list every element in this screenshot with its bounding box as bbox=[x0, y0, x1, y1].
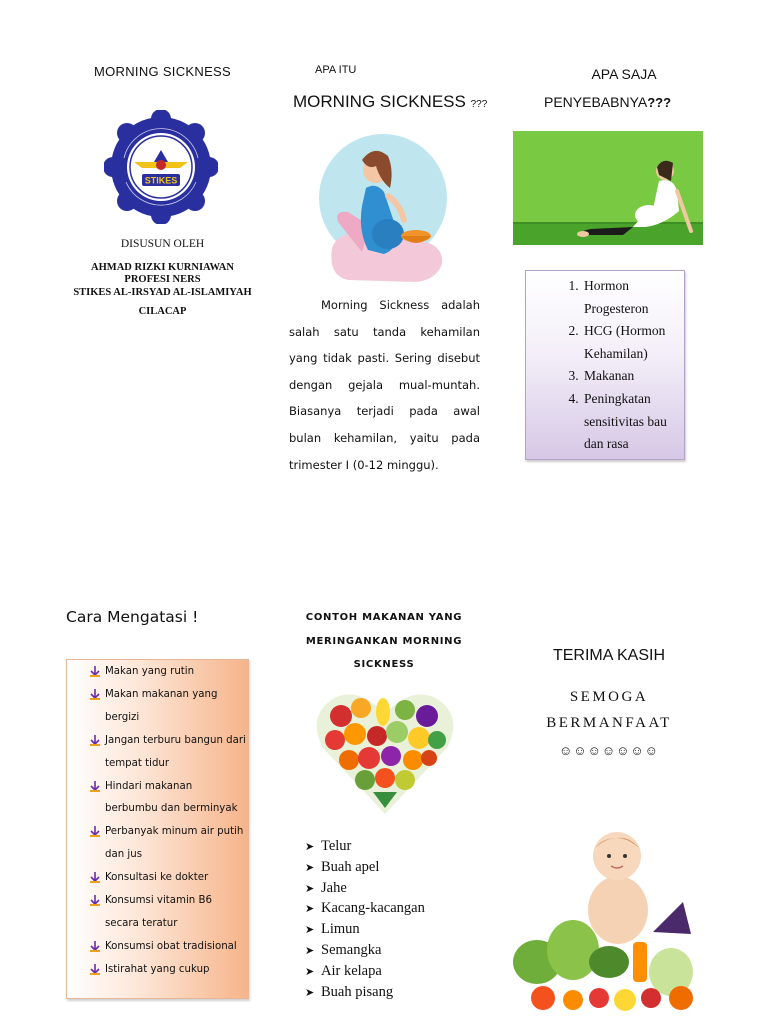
list-item: Konsultasi ke dokter bbox=[89, 867, 248, 890]
foods-heading bbox=[290, 606, 478, 677]
smiley-row: ☺☺☺☺☺☺☺ bbox=[559, 743, 659, 758]
pregnant-woman-on-grass-photo bbox=[513, 131, 703, 245]
foods-heading-line: SICKNESS bbox=[353, 659, 415, 670]
arrow-bullet-icon bbox=[89, 735, 101, 747]
arrow-bullet-icon bbox=[89, 872, 101, 884]
arrowhead-bullet-icon: ➤ bbox=[305, 861, 315, 874]
closing-wish-line: SEMOGA bbox=[569, 689, 649, 705]
logo-text: STIKES bbox=[144, 175, 178, 186]
causes-list bbox=[526, 275, 684, 456]
nauseous-pregnant-woman-illustration bbox=[318, 130, 448, 288]
list-item: Makan makanan yang bergizi bbox=[89, 684, 248, 730]
author-institution: STIKES AL-IRSYAD AL-ISLAMIYAH bbox=[73, 287, 252, 298]
panel-title: MORNING SICKNESS bbox=[94, 64, 231, 79]
list-item: ➤ Jahe bbox=[305, 879, 425, 900]
section-heading bbox=[293, 92, 487, 112]
heading-text: PENYEBABNYA bbox=[544, 94, 648, 110]
stikes-logo bbox=[104, 110, 218, 224]
list-item: ➤ Telur bbox=[305, 837, 425, 858]
list-item: ➤ Semangka bbox=[305, 941, 425, 962]
arrowhead-bullet-icon: ➤ bbox=[305, 924, 315, 937]
list-item: Konsumsi vitamin B6 secara teratur bbox=[89, 890, 248, 936]
heading-suffix: ??? bbox=[470, 99, 488, 110]
author-city: CILACAP bbox=[138, 306, 187, 317]
section-heading-line2 bbox=[544, 94, 671, 110]
list-item: Konsumsi obat tradisional bbox=[89, 936, 248, 959]
list-item: Makan yang rutin bbox=[89, 661, 248, 684]
arrow-bullet-icon bbox=[89, 826, 101, 838]
arrow-bullet-icon bbox=[89, 666, 101, 678]
closing-wish bbox=[513, 684, 705, 736]
list-item: 3. Makanan bbox=[582, 365, 684, 388]
list-item: ➤ Limun bbox=[305, 920, 425, 941]
list-item: ➤ Buah apel bbox=[305, 858, 425, 879]
arrow-bullet-icon bbox=[89, 689, 101, 701]
list-item: Perbanyak minum air putih dan jus bbox=[89, 821, 248, 867]
description-paragraph bbox=[289, 292, 480, 478]
section-kicker: APA ITU bbox=[315, 64, 357, 76]
list-item: 2. HCG (Hormon Kehamilan) bbox=[582, 320, 684, 365]
arrow-bullet-icon bbox=[89, 781, 101, 793]
section-heading-line1: APA SAJA bbox=[591, 66, 657, 82]
description-text: Morning Sickness adalah salah satu tanda kehamilan yang tidak pasti. Sering disebut dengan gejala mual-muntah. Biasanya terjadi pada awal bulan kehamilan, yaitu pada trimester I (0-12 minggu). bbox=[289, 298, 480, 472]
foods-heading-line: CONTOH MAKANAN YANG bbox=[305, 612, 463, 623]
heading-text: MORNING SICKNESS bbox=[293, 92, 466, 111]
arrowhead-bullet-icon: ➤ bbox=[305, 944, 315, 957]
heading-suffix: ??? bbox=[647, 95, 672, 110]
list-item: 1. Hormon Progesteron bbox=[582, 275, 684, 320]
thanks-heading: TERIMA KASIH bbox=[552, 647, 666, 664]
foods-heading-line: MERINGANKAN MORNING bbox=[305, 635, 463, 647]
causes-list-box bbox=[525, 270, 685, 460]
author-label: DISUSUN OLEH bbox=[120, 238, 205, 250]
tips-list-box bbox=[66, 659, 249, 999]
list-item: 4. Peningkatan sensitivitas bau dan rasa bbox=[582, 388, 684, 456]
list-item: Istirahat yang cukup bbox=[89, 959, 248, 982]
tips-heading: Cara Mengatasi ! bbox=[66, 608, 199, 626]
list-item: Hindari makanan berbumbu dan berminyak bbox=[89, 776, 248, 822]
arrowhead-bullet-icon: ➤ bbox=[305, 903, 315, 916]
arrow-bullet-icon bbox=[89, 964, 101, 976]
arrow-bullet-icon bbox=[89, 895, 101, 907]
list-item: ➤ Buah pisang bbox=[305, 983, 425, 1004]
arrowhead-bullet-icon: ➤ bbox=[305, 986, 315, 999]
list-item: Jangan terburu bangun dari tempat tidur bbox=[89, 730, 248, 776]
tips-list bbox=[67, 661, 248, 982]
arrowhead-bullet-icon: ➤ bbox=[305, 882, 315, 895]
closing-wish-line: BERMANFAAT bbox=[546, 715, 672, 731]
arrowhead-bullet-icon: ➤ bbox=[305, 841, 315, 853]
author-program: PROFESI NERS bbox=[124, 274, 201, 285]
foods-list bbox=[305, 837, 425, 1003]
arrowhead-bullet-icon: ➤ bbox=[305, 965, 315, 978]
author-name: AHMAD RIZKI KURNIAWAN bbox=[91, 262, 234, 273]
list-item: ➤ Air kelapa bbox=[305, 962, 425, 983]
baby-with-vegetables-photo bbox=[513, 822, 703, 1012]
list-item: ➤ Kacang-kacangan bbox=[305, 899, 425, 920]
arrow-bullet-icon bbox=[89, 941, 101, 953]
heart-of-fruits-and-vegetables bbox=[313, 688, 458, 820]
